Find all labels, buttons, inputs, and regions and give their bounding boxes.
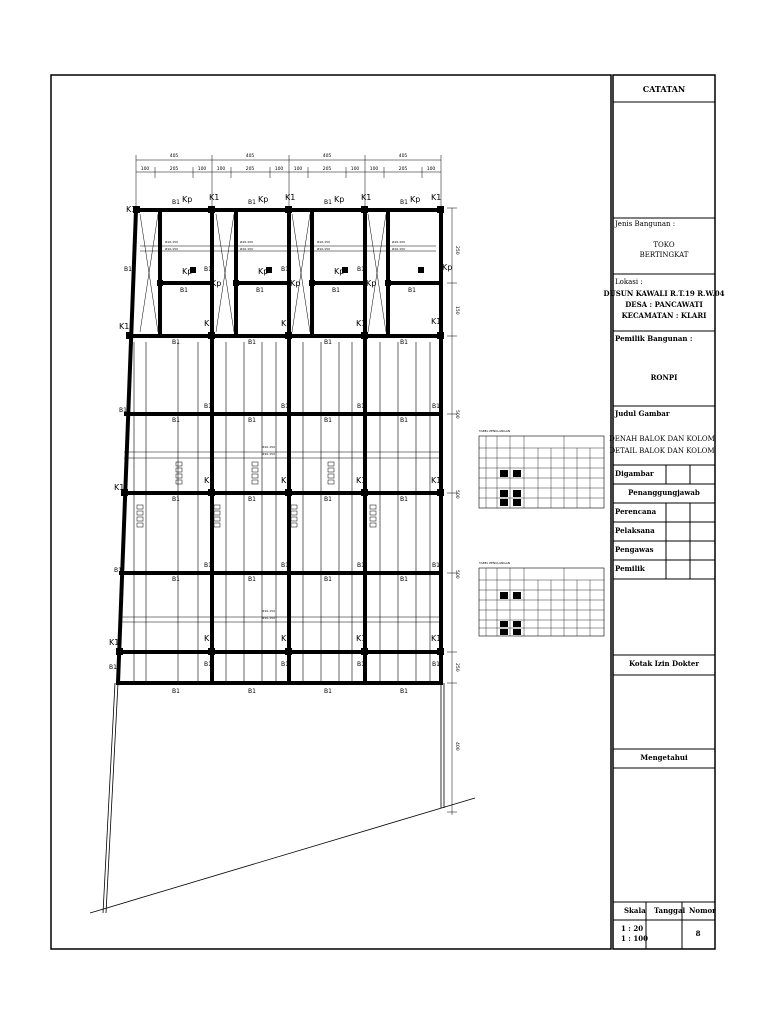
beam-label: B1 — [204, 661, 212, 668]
pengawas-label: Pengawas — [615, 545, 654, 554]
kotak-izin-label: Kotak Izin Dokter — [628, 659, 700, 668]
column-label: K1 — [119, 322, 130, 331]
jenis-bangunan-label: Jenis Bangunan : — [615, 220, 676, 228]
beam-label: B1 — [180, 287, 188, 294]
beam-label: B1 — [172, 199, 180, 206]
column-p-label: Kp — [182, 195, 193, 204]
column-label: K1 — [281, 476, 292, 485]
beam-label: B1 — [408, 287, 416, 294]
pemilik-label: Pemilik — [615, 564, 645, 573]
column-p-label: Kp — [290, 279, 301, 288]
dim-top-4: 405 — [398, 154, 408, 159]
judul-gambar-label: Judul Gambar — [615, 409, 670, 418]
dim-right-3: 500 — [454, 410, 459, 419]
mengetahui-label: Mengetahui — [640, 753, 688, 762]
lokasi-label: Lokasi : — [615, 278, 643, 286]
dim-right-2: 150 — [454, 306, 459, 315]
column-label: K1 — [204, 476, 215, 485]
reinforcement-table-1 — [478, 429, 604, 508]
dim-right-7: 400 — [454, 742, 459, 751]
beam-label: B1 — [400, 576, 408, 583]
beam-label: B1 — [324, 576, 332, 583]
beam-label: B1 — [172, 688, 180, 695]
dim-top-2: 405 — [245, 154, 255, 159]
column-label: K1 — [114, 483, 125, 492]
dim-top-3: 405 — [322, 154, 332, 159]
column-label: K1 — [431, 476, 442, 485]
rebar-note: Ø10-150 — [165, 247, 178, 251]
column-p-label: Kp — [366, 279, 377, 288]
column-label: K1 — [431, 193, 442, 202]
beam-label: B1 — [204, 403, 212, 410]
beam-label: B1 — [357, 266, 365, 273]
dim-sub-1: 100 — [140, 167, 150, 172]
nomor-label: Nomor — [689, 906, 716, 915]
rebar-note: Ø10-150 — [317, 240, 330, 244]
dim-sub-3: 100 — [197, 167, 207, 172]
dim-sub-8: 205 — [322, 167, 332, 172]
table-caption: TABEL PENULANGAN — [479, 429, 511, 433]
rebar-note: Ø10-150 — [240, 247, 253, 251]
beam-label: B1 — [248, 339, 256, 346]
pemilik-bangunan-label: Pemilik Bangunan : — [615, 334, 693, 343]
column-label: K1 — [361, 193, 372, 202]
rebar-note: Ø10-150 — [262, 445, 275, 449]
column-label: K1 — [204, 634, 215, 643]
column-label: K1 — [109, 638, 120, 647]
beam-label: B1 — [357, 661, 365, 668]
beam-label: B1 — [400, 339, 408, 346]
column-p-label: Kp — [258, 195, 269, 204]
dim-right-6: 250 — [454, 663, 459, 672]
penanggung-jawab-label: Penanggungjawab — [628, 488, 700, 497]
pelaksana-label: Pelaksana — [615, 526, 655, 535]
column-label: K1 — [431, 634, 442, 643]
beam-label: B1 — [248, 496, 256, 503]
beam-label: B1 — [357, 562, 365, 569]
rebar-note: Ø10-150 — [262, 609, 275, 613]
column-label: K1 — [285, 193, 296, 202]
beam-label: B1 — [332, 287, 340, 294]
beam-label: B1 — [256, 287, 264, 294]
beam-label: B1 — [432, 403, 440, 410]
dim-sub-2: 205 — [169, 167, 179, 172]
beam-label: B1 — [324, 688, 332, 695]
beam-label: B1 — [172, 417, 180, 424]
column-p-label: Kp — [442, 263, 453, 272]
rebar-note: Ø10-150 — [262, 616, 275, 620]
column-label: K1 — [126, 205, 137, 214]
beam-label: B1 — [204, 266, 212, 273]
rebar-note: Ø10-150 — [317, 247, 330, 251]
column-p-label: Kp — [410, 195, 421, 204]
beam-label: B1 — [432, 661, 440, 668]
site-boundary — [90, 683, 475, 913]
beam-label: B1 — [109, 664, 117, 671]
beam-label: B1 — [324, 339, 332, 346]
dim-right-5: 500 — [454, 570, 459, 579]
skala-value-2: 1 : 100 — [621, 934, 648, 943]
dim-sub-12: 100 — [426, 167, 436, 172]
dim-sub-7: 100 — [293, 167, 303, 172]
beam-label: B1 — [124, 266, 132, 273]
beam-label: B1 — [432, 562, 440, 569]
beam-label: B1 — [172, 576, 180, 583]
rebar-note: Ø10-150 — [392, 247, 405, 251]
reinforcement-table-2 — [478, 561, 604, 636]
lokasi-line-1: DUSUN KAWALI R.T.19 R.W.04 — [603, 289, 725, 298]
column-marks — [116, 206, 444, 655]
beam-label: B1 — [357, 403, 365, 410]
catatan-label: CATATAN — [642, 84, 686, 94]
column-p-label: Kp — [334, 267, 345, 276]
rebar-note: Ø10-150 — [240, 240, 253, 244]
skala-label: Skala — [624, 906, 646, 915]
column-p-label: Kp — [211, 279, 222, 288]
beam-label: B1 — [400, 417, 408, 424]
beam-label: B1 — [248, 576, 256, 583]
lokasi-line-2: DESA : PANCAWATI — [625, 300, 703, 309]
column-label: K1 — [209, 193, 220, 202]
beam-label: B1 — [281, 562, 289, 569]
beam-label: B1 — [324, 496, 332, 503]
beam-label: B1 — [281, 266, 289, 273]
heavy-beams — [118, 210, 441, 683]
dim-top-1: 405 — [169, 154, 179, 159]
column-label: K1 — [431, 317, 442, 326]
column-label: K1 — [281, 319, 292, 328]
beam-label: B1 — [119, 407, 127, 414]
table-caption: TABEL PENULANGAN — [479, 561, 511, 565]
perencana-label: Perencana — [615, 507, 657, 516]
dim-sub-9: 100 — [350, 167, 360, 172]
tanggal-label: Tanggal — [654, 906, 686, 915]
judul-gambar-line-1: DENAH BALOK DAN KOLOM — [609, 435, 715, 443]
pemilik-bangunan-value: RONPI — [650, 373, 678, 382]
beam-label: B1 — [281, 403, 289, 410]
dim-sub-11: 205 — [398, 167, 408, 172]
beam-label: B1 — [324, 417, 332, 424]
column-label: K1 — [356, 634, 367, 643]
nomor-value: 8 — [695, 929, 701, 938]
rebar-note: Ø10-150 — [165, 240, 178, 244]
column-label: K1 — [204, 319, 215, 328]
dim-right-4: 500 — [454, 490, 459, 499]
column-p-label: Kp — [258, 267, 269, 276]
digambar-label: Digambar — [615, 469, 654, 478]
lokasi-line-3: KECAMATAN : KLARI — [621, 311, 707, 320]
beam-label: B1 — [281, 661, 289, 668]
jenis-bangunan-value-1: TOKO — [653, 241, 675, 249]
jenis-bangunan-value-2: BERTINGKAT — [639, 251, 689, 259]
rebar-note: Ø10-150 — [392, 240, 405, 244]
beam-label: B1 — [400, 199, 408, 206]
column-label: K1 — [356, 476, 367, 485]
dim-sub-5: 205 — [245, 167, 255, 172]
beam-label: B1 — [324, 199, 332, 206]
right-dimension-lines — [447, 208, 457, 815]
column-label: K1 — [281, 634, 292, 643]
dim-sub-4: 100 — [216, 167, 226, 172]
skala-value-1: 1 : 20 — [621, 924, 644, 933]
beam-column-plan — [90, 153, 475, 913]
dim-right-1: 250 — [454, 246, 459, 255]
beam-label: B1 — [248, 199, 256, 206]
dim-sub-10: 100 — [369, 167, 379, 172]
rebar-note: Ø10-150 — [262, 452, 275, 456]
judul-gambar-line-2: DETAIL BALOK DAN KOLOM — [609, 447, 715, 455]
column-p-label: Kp — [334, 195, 345, 204]
beam-label: B1 — [248, 688, 256, 695]
beam-label: B1 — [204, 562, 212, 569]
column-label: K1 — [356, 319, 367, 328]
beam-label: B1 — [114, 567, 122, 574]
dim-sub-6: 100 — [274, 167, 284, 172]
title-block — [604, 84, 725, 949]
beam-label: B1 — [172, 496, 180, 503]
beam-label: B1 — [400, 688, 408, 695]
beam-label: B1 — [248, 417, 256, 424]
beam-label: B1 — [400, 496, 408, 503]
column-p-label: Kp — [182, 267, 193, 276]
beam-label: B1 — [172, 339, 180, 346]
